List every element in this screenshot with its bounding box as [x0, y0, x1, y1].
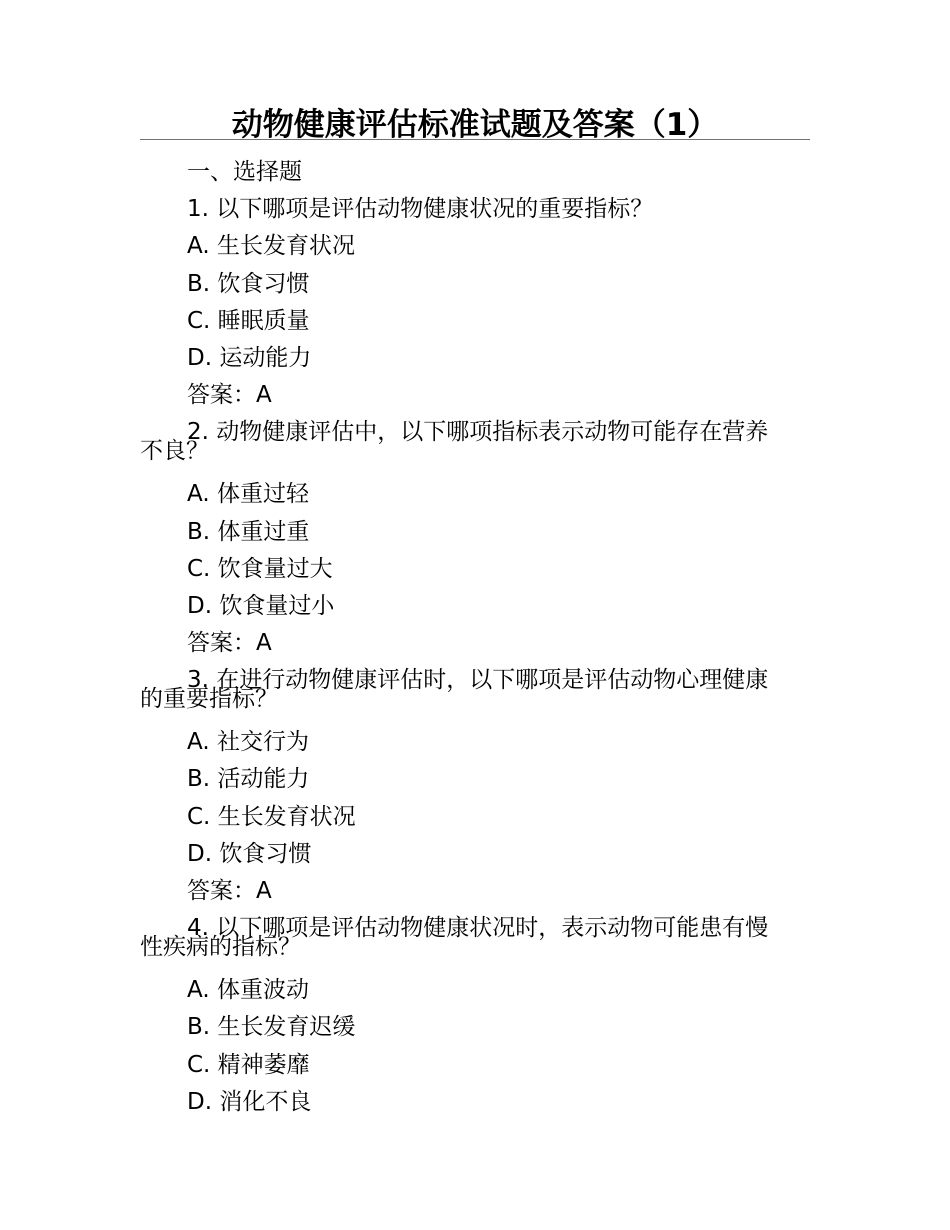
question-2-answer: 答案：A — [187, 630, 272, 657]
question-2-stem-line-2: 不良？ — [140, 438, 209, 465]
title-underline — [140, 139, 810, 140]
question-1-option-d: D. 运动能力 — [187, 344, 312, 371]
question-3-stem — [140, 662, 810, 724]
section-heading: 一、选择题 — [187, 159, 302, 185]
question-2-option-d: D. 饮食量过小 — [187, 592, 335, 619]
question-2-option-a: A. 体重过轻 — [187, 481, 309, 508]
question-4-stem-line-2: 性疾病的指标？ — [140, 934, 301, 961]
question-1-option-b: B. 饮食习惯 — [187, 270, 310, 297]
question-4-stem-line-1: 4. 以下哪项是评估动物健康状况时，表示动物可能患有慢 — [187, 915, 769, 942]
document-title: 动物健康评估标准试题及答案（1） — [231, 107, 719, 143]
question-4-option-a: A. 体重波动 — [187, 977, 309, 1004]
question-4-option-c: C. 精神萎靡 — [187, 1051, 310, 1078]
question-1-stem: 1. 以下哪项是评估动物健康状况的重要指标？ — [187, 196, 654, 223]
question-1-answer: 答案：A — [187, 382, 272, 409]
question-2-option-c: C. 饮食量过大 — [187, 555, 333, 582]
question-2-option-b: B. 体重过重 — [187, 518, 310, 545]
question-4-option-d: D. 消化不良 — [187, 1088, 312, 1115]
question-3-stem-line-2: 的重要指标？ — [140, 686, 278, 713]
question-3-answer: 答案：A — [187, 878, 272, 904]
question-3-option-a: A. 社交行为 — [187, 729, 309, 756]
question-3-option-b: B. 活动能力 — [187, 766, 310, 793]
question-3-option-c: C. 生长发育状况 — [187, 803, 356, 830]
question-4-stem — [140, 910, 810, 972]
question-4-option-b: B. 生长发育迟缓 — [187, 1014, 356, 1041]
question-2-stem — [140, 414, 810, 476]
question-3-option-d: D. 饮食习惯 — [187, 840, 312, 867]
question-1-option-c: C. 睡眠质量 — [187, 307, 310, 334]
question-2-stem-line-1: 2. 动物健康评估中，以下哪项指标表示动物可能存在营养 — [187, 419, 769, 446]
document-body — [140, 154, 810, 1121]
question-1-option-a: A. 生长发育状况 — [187, 233, 355, 260]
question-3-stem-line-1: 3. 在进行动物健康评估时，以下哪项是评估动物心理健康 — [187, 667, 769, 694]
